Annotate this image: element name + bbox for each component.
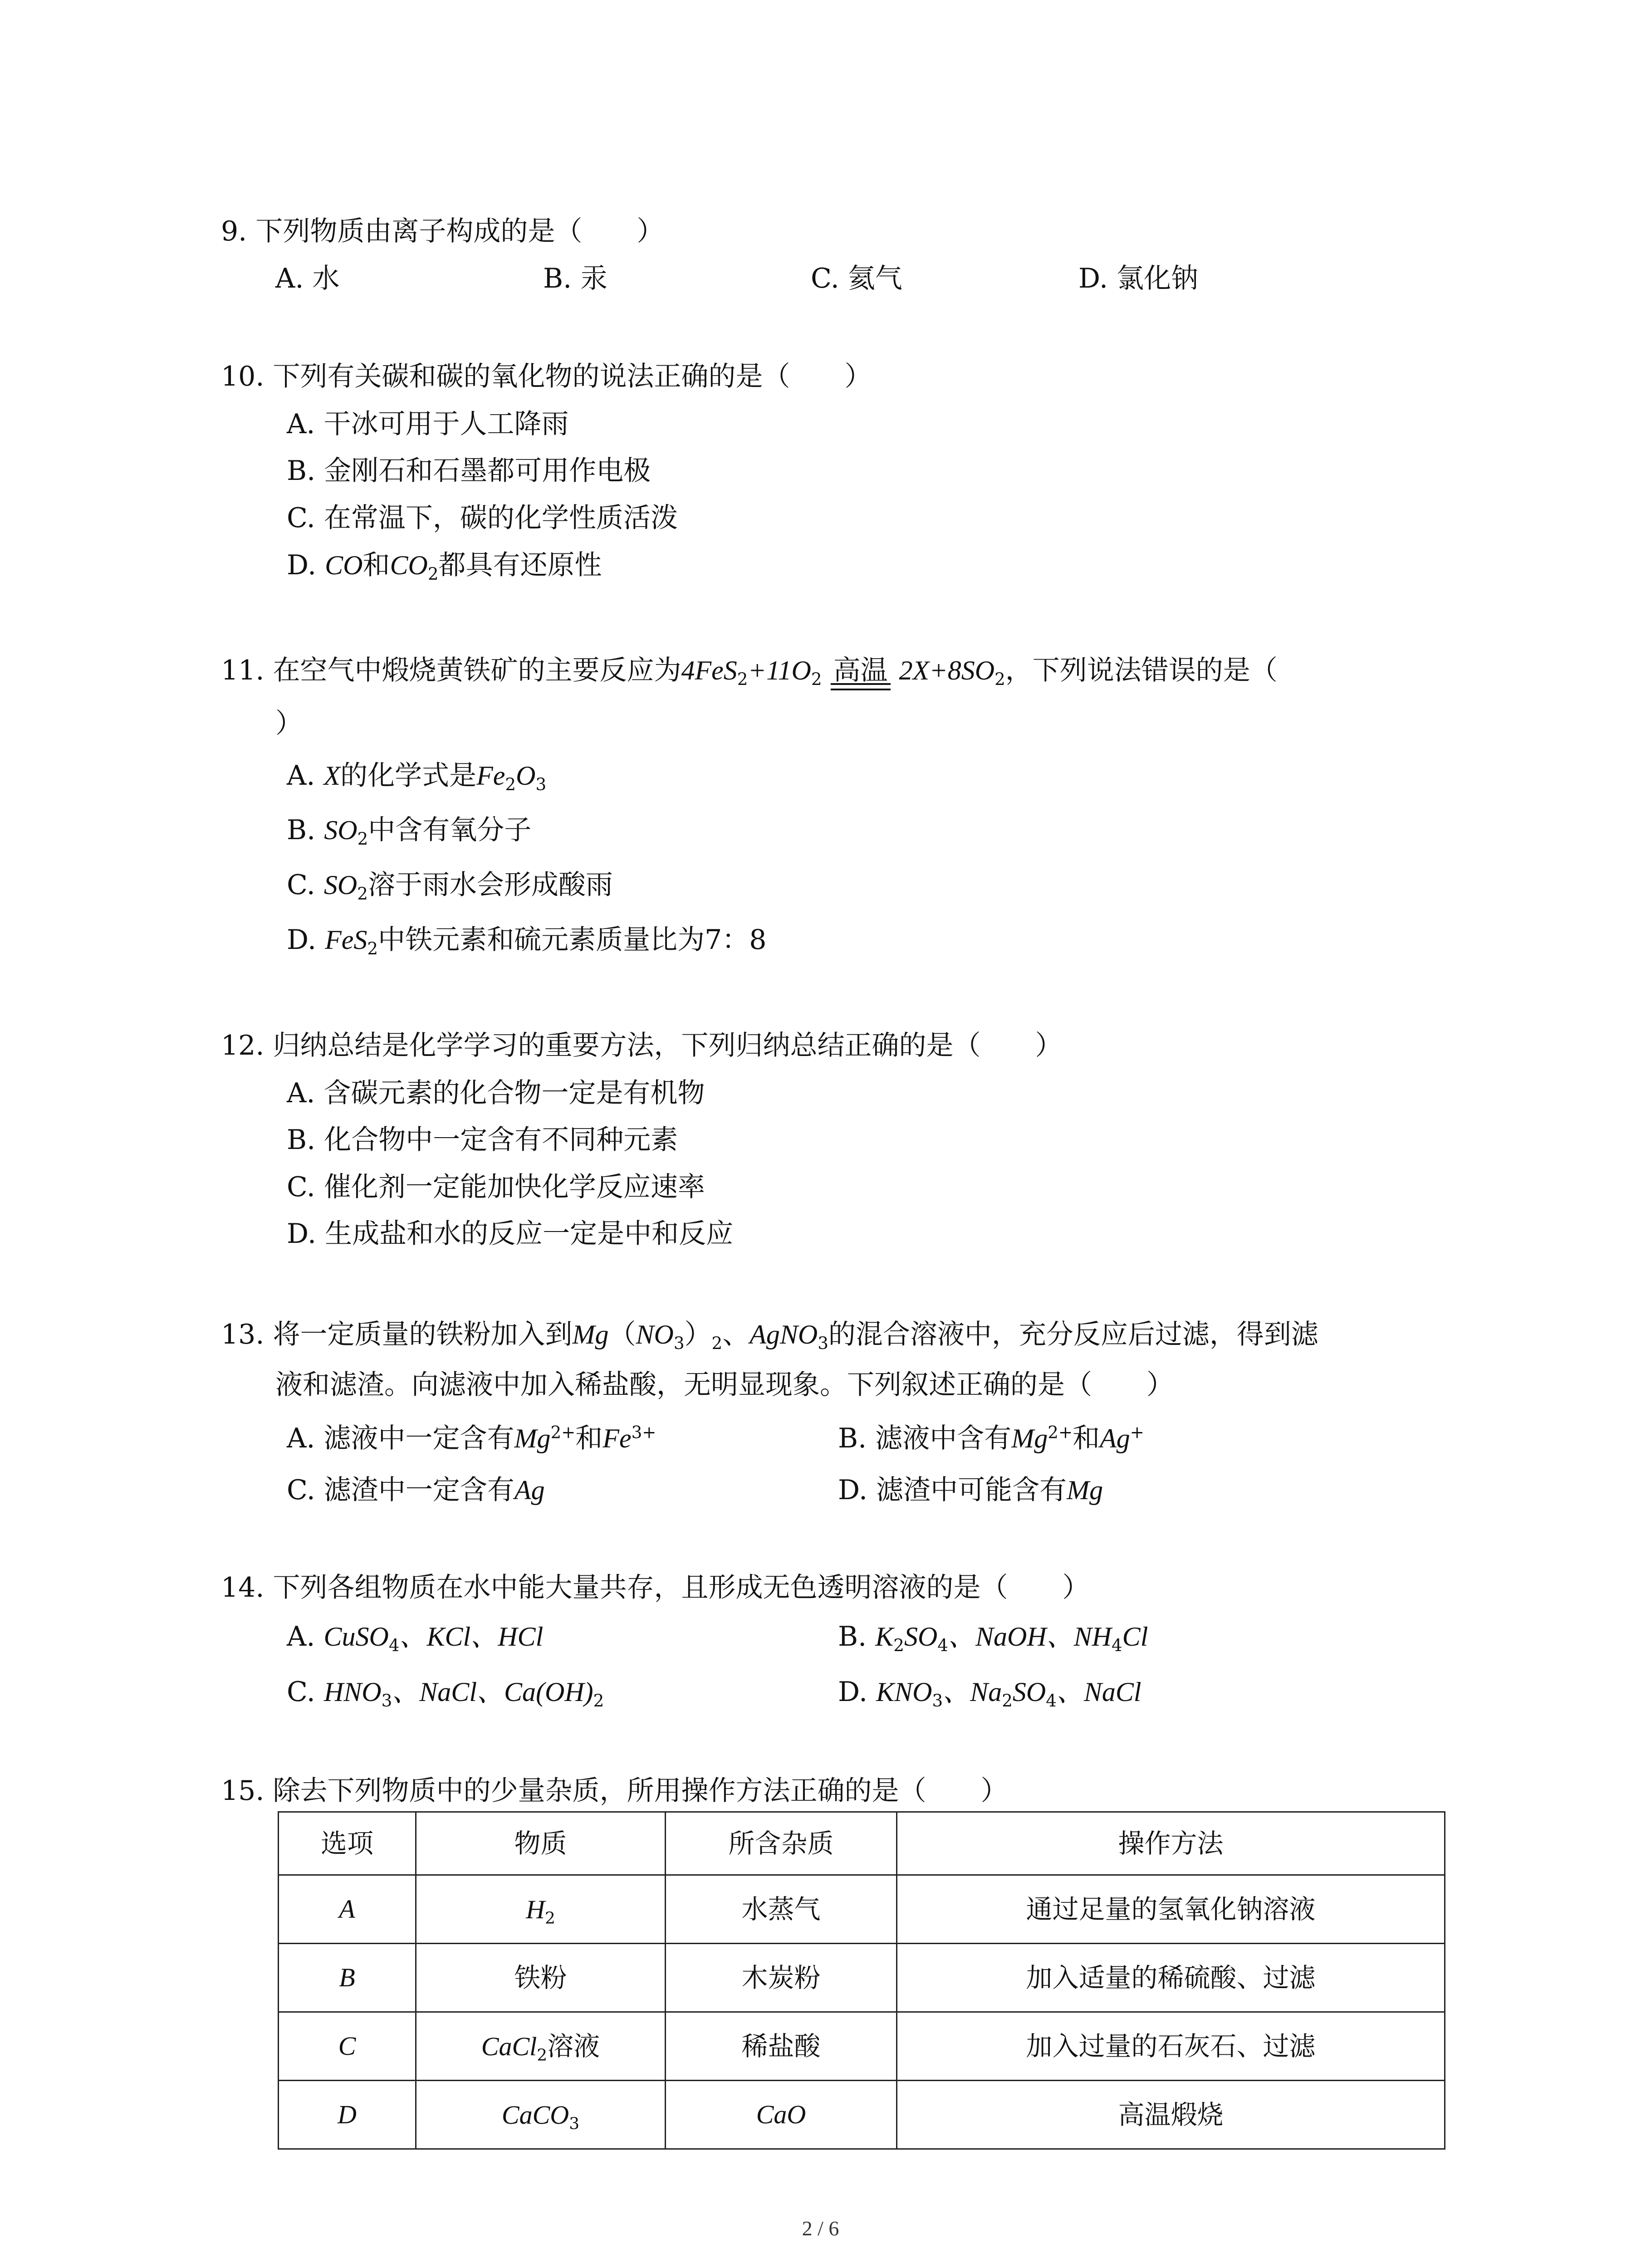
q11-option-d: D. FeS$_2$中铁元素和硫元素质量比为7：8 [287, 924, 767, 958]
q15-table [278, 1811, 1445, 2150]
table-header-cell: 物质 [416, 1812, 666, 1875]
q9-option-d: D. 氯化钠 [1078, 263, 1199, 294]
q10-option-b: B. 金刚石和石墨都可用作电极 [287, 455, 651, 487]
q13-option-c: C. 滤渣中一定含有Ag [287, 1474, 545, 1506]
table-row [279, 1875, 1445, 1944]
table-row [279, 2081, 1445, 2149]
table-header-cell: 操作方法 [897, 1812, 1445, 1875]
q11-stem-line2: ） [275, 708, 303, 739]
q14-option-a: A. CuSO$_4$、KCl、HCl [287, 1621, 544, 1655]
q13-stem-line2: 液和滤渣。向滤液中加入稀盐酸，无明显现象。下列叙述正确的是（ ） [275, 1369, 1174, 1401]
q12-stem: 12. 归纳总结是化学学习的重要方法，下列归纳总结正确的是（ ） [221, 1030, 1063, 1061]
table-cell-method: 加入过量的石灰石、过滤 [897, 2012, 1445, 2081]
table-header-cell: 选项 [279, 1812, 416, 1875]
q10-stem: 10. 下列有关碳和碳的氧化物的说法正确的是（ ） [221, 361, 872, 392]
q14-option-b: B. $K_2SO_4$、NaOH、$NH_4Cl$ [838, 1621, 1148, 1655]
q14-stem: 14. 下列各组物质在水中能大量共存，且形成无色透明溶液的是（ ） [221, 1572, 1090, 1603]
table-cell-impurity: 水蒸气 [666, 1875, 897, 1944]
table-row [279, 1944, 1445, 2012]
table-cell-option: B [279, 1944, 416, 2012]
table-cell-method: 通过足量的氢氧化钠溶液 [897, 1875, 1445, 1944]
table-cell-option: C [279, 2012, 416, 2081]
q13-option-a: A. 滤液中一定含有$Mg^{2+}$和$Fe^{3+}$ [287, 1422, 656, 1454]
table-header-cell: 所含杂质 [666, 1812, 897, 1875]
q10-option-c: C. 在常温下，碳的化学性质活泼 [287, 502, 678, 534]
q9-option-c: C. 氦气 [811, 263, 902, 294]
table-cell-substance: CaCO$_3$ [416, 2081, 666, 2149]
q13-option-b: B. 滤液中含有$Mg^{2+}$和Ag+ [838, 1422, 1144, 1454]
q14-option-c: C. $HNO_3$、NaCl、$Ca(OH)_2$ [287, 1676, 604, 1711]
q12-option-c: C. 催化剂一定能加快化学反应速率 [287, 1171, 705, 1203]
q9-stem: 9. 下列物质由离子构成的是（ ） [221, 215, 664, 247]
q10-option-d: D. CO和$CO_2$都具有还原性 [287, 549, 602, 584]
table-header-row [279, 1812, 1445, 1875]
table-cell-impurity: 木炭粉 [666, 1944, 897, 2012]
q11-option-c: C. $SO_2$溶于雨水会形成酸雨 [287, 869, 613, 904]
table-cell-option: A [279, 1875, 416, 1944]
q13-stem: 13. 将一定质量的铁粉加入到$Mg(NO_3)_2$、AgNO$_3$的混合溶液中，充分反应后过滤，得到滤 [221, 1319, 1318, 1353]
table-cell-method: 加入适量的稀硫酸、过滤 [897, 1944, 1445, 2012]
q13-option-d: D. 滤渣中可能含有Mg [838, 1474, 1103, 1506]
table-cell-option: D [279, 2081, 416, 2149]
q14-option-d: D. $KNO_3$、$Na_2SO_4$、NaCl [838, 1676, 1141, 1711]
table-cell-substance: 铁粉 [416, 1944, 666, 2012]
q9-option-b: B. 汞 [543, 263, 608, 294]
q12-option-d: D. 生成盐和水的反应一定是中和反应 [287, 1218, 734, 1250]
q12-option-b: B. 化合物中一定含有不同种元素 [287, 1124, 678, 1156]
table-cell-substance: $H_2$ [416, 1875, 666, 1944]
q12-option-a: A. 含碳元素的化合物一定是有机物 [287, 1077, 705, 1109]
page-number: 2 / 6 [802, 2217, 839, 2240]
table-cell-substance: CaCl$_2$溶液 [416, 2012, 666, 2081]
table-cell-impurity: CaO [666, 2081, 897, 2149]
reaction-condition: 高温 [831, 657, 891, 684]
q11-stem: 11. 在空气中煅烧黄铁矿的主要反应为$4FeS_2+11O_2$ 高温 $2X+8SO_2$，下列说法错误的是（ [221, 655, 1278, 689]
q9-option-a: A. 水 [275, 263, 340, 294]
table-row [279, 2012, 1445, 2081]
q10-option-a: A. 干冰可用于人工降雨 [287, 408, 569, 440]
q11-option-b: B. $SO_2$中含有氧分子 [287, 814, 532, 849]
q15-stem: 15. 除去下列物质中的少量杂质，所用操作方法正确的是（ ） [221, 1775, 1008, 1807]
table-cell-impurity: 稀盐酸 [666, 2012, 897, 2081]
table-cell-method: 高温煅烧 [897, 2081, 1445, 2149]
q11-option-a: A. X的化学式是$Fe_2O_3$ [287, 760, 547, 794]
